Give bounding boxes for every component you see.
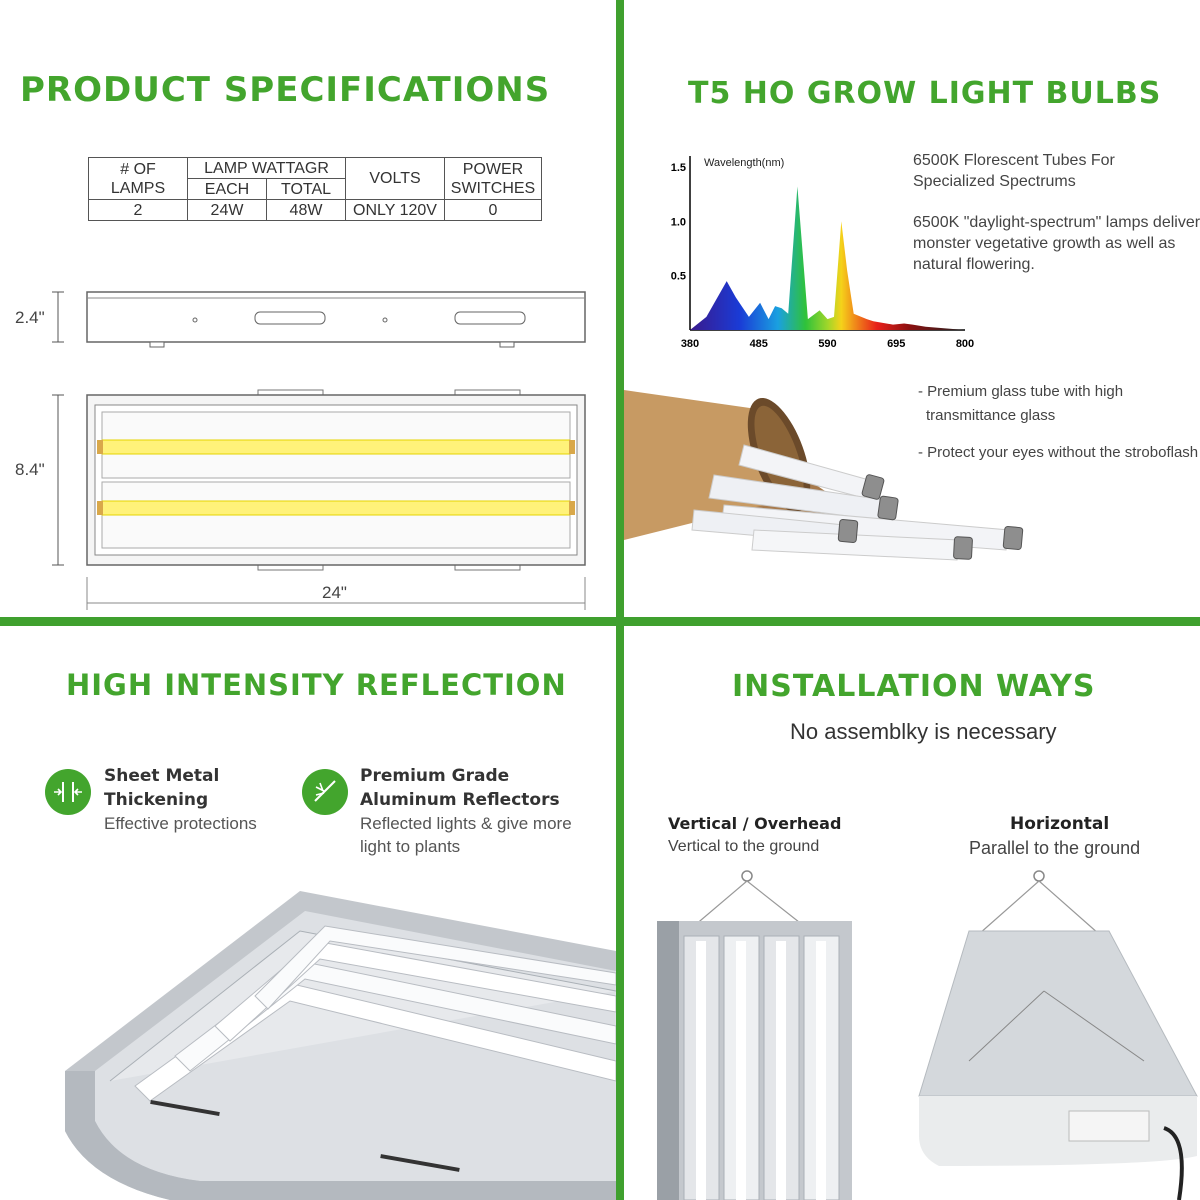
bulbs-title: T5 HO GROW LIGHT BULBS	[688, 76, 1162, 111]
spec-table	[88, 157, 542, 221]
horizontal-divider	[0, 617, 1200, 626]
vertical-install-illustration	[654, 866, 854, 1200]
x-ticks	[681, 338, 974, 350]
feature1-subtitle: Effective protections	[104, 814, 257, 833]
specs-title: PRODUCT SPECIFICATIONS	[20, 70, 551, 110]
x-tick-label: 800	[955, 338, 975, 350]
feature2-subtitle-line2: light to plants	[360, 837, 461, 856]
feature2-title-line2: Aluminum Reflectors	[360, 790, 560, 810]
x-tick-label: 590	[818, 338, 837, 350]
reflector-icon	[302, 769, 348, 815]
vertical-divider	[616, 0, 624, 1200]
x-tick-label: 695	[887, 338, 906, 350]
col-each-header: EACH	[188, 179, 267, 200]
install-subtitle: No assemblky is necessary	[790, 719, 1057, 744]
col-wattage-header: LAMP WATTAGR	[188, 158, 346, 179]
feature2-subtitle-line1: Reflected lights & give more	[360, 814, 572, 833]
y-tick-label: 1.0	[670, 216, 686, 229]
length-dimension: 24"	[322, 583, 347, 602]
each-value: 24W	[188, 200, 267, 221]
feature1-title-line2: Thickening	[104, 790, 209, 810]
lamps-value: 2	[89, 200, 188, 221]
fixture-reflector-illustration	[0, 881, 616, 1200]
reflection-section	[0, 626, 616, 1200]
col-lamps-header: # OF LAMPS	[89, 158, 188, 200]
specs-section	[0, 0, 616, 617]
spectrum-heading: 6500K Florescent Tubes For Specialized Spectrums	[913, 152, 1115, 190]
height-dimension: 2.4"	[15, 308, 45, 327]
volts-value: ONLY 120V	[346, 200, 445, 221]
feature2-title-line1: Premium Grade	[360, 766, 510, 786]
col-total-header: TOTAL	[267, 179, 346, 200]
switches-value: 0	[445, 200, 542, 221]
fixture-side-drawing	[40, 282, 600, 352]
y-tick-label: 0.5	[670, 270, 686, 283]
col-volts-header: VOLTS	[346, 158, 445, 200]
depth-dimension: 8.4"	[15, 460, 45, 479]
spectrum-description: 6500K "daylight-spectrum" lamps deliver monster vegetative growth as well as natural flowering.	[913, 214, 1200, 273]
reflection-title: HIGH INTENSITY REFLECTION	[66, 668, 567, 702]
thickening-icon	[45, 769, 91, 815]
install-title: INSTALLATION WAYS	[732, 669, 1096, 704]
total-value: 48W	[267, 200, 346, 221]
x-tick-label: 380	[680, 338, 700, 350]
install-section	[624, 626, 1200, 1200]
bullet-strobe: - Protect your eyes without the stroboflash	[918, 444, 1199, 461]
vertical-title: Vertical / Overhead	[668, 814, 842, 833]
x-axis-label: Wavelength(nm)	[704, 157, 785, 169]
bullet-glass-tube-cont: transmittance glass	[926, 407, 1056, 424]
vertical-subtitle: Vertical to the ground	[668, 838, 820, 855]
x-tick-label: 485	[749, 338, 768, 350]
horizontal-title: Horizontal	[1010, 814, 1110, 834]
horizontal-subtitle: Parallel to the ground	[969, 838, 1141, 858]
y-tick-label: 1.5	[670, 161, 686, 174]
feature1-title-line1: Sheet Metal	[104, 766, 220, 786]
bullet-glass-tube: - Premium glass tube with high	[918, 383, 1124, 400]
bulbs-section	[624, 0, 1200, 617]
col-switches-header: POWER SWITCHES	[445, 158, 542, 200]
fixture-top-drawing	[40, 385, 600, 610]
y-ticks	[671, 162, 686, 283]
horizontal-install-illustration	[909, 866, 1200, 1200]
